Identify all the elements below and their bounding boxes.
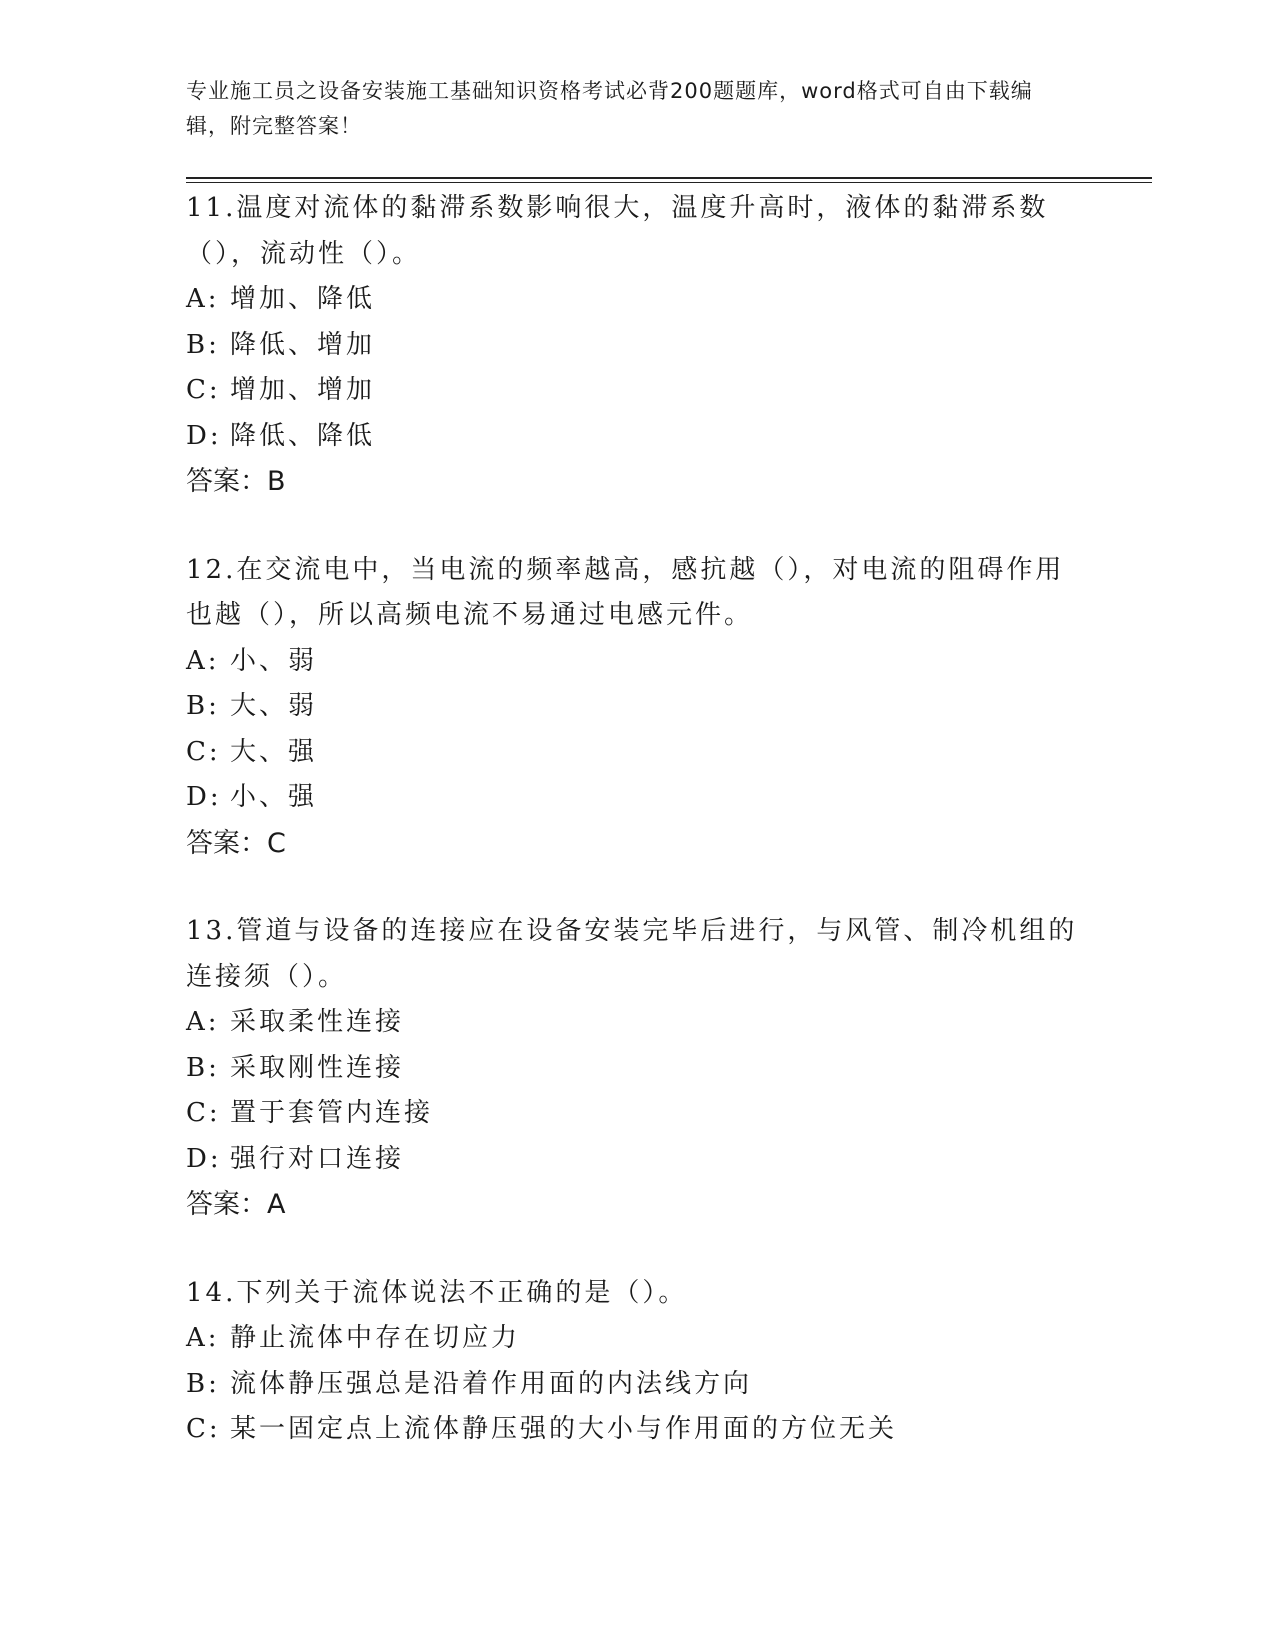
- option-letter: C:: [186, 1414, 221, 1444]
- option-text: 静止流体中存在切应力: [230, 1323, 521, 1353]
- option-c: [186, 1407, 1086, 1453]
- answer: 答案：C: [186, 827, 286, 859]
- option-text: 采取柔性连接: [230, 1007, 405, 1037]
- question-list: [186, 186, 1086, 1496]
- option-a: [186, 277, 1086, 323]
- option-a: [186, 1000, 1086, 1046]
- question-stem: 11.温度对流体的黏滞系数影响很大，温度升高时，液体的黏滞系数（），流动性（）。: [186, 193, 1049, 269]
- question-stem: 14.下列关于流体说法不正确的是（）。: [186, 1277, 688, 1308]
- option-c: [186, 1091, 1086, 1137]
- option-text: 大、弱: [230, 691, 318, 721]
- option-d: [186, 1137, 1086, 1183]
- option-c: [186, 730, 1086, 776]
- option-letter: D:: [186, 420, 222, 451]
- option-letter: A:: [186, 645, 220, 676]
- header-divider-thin: [186, 182, 1152, 183]
- option-letter: B:: [186, 1368, 220, 1399]
- option-text: 强行对口连接: [230, 1143, 405, 1174]
- option-letter: C:: [186, 375, 221, 405]
- option-letter: B:: [186, 691, 220, 721]
- question-13: [186, 909, 1086, 1228]
- option-text: 小、强: [230, 782, 318, 812]
- option-text: 小、弱: [230, 645, 318, 676]
- option-d: [186, 775, 1086, 821]
- option-letter: D:: [186, 782, 222, 812]
- option-letter: B:: [186, 1052, 220, 1083]
- option-a: [186, 1316, 1086, 1362]
- answer: 答案：A: [186, 1189, 286, 1220]
- option-b: [186, 1362, 1086, 1408]
- option-text: 置于套管内连接: [230, 1098, 434, 1128]
- option-a: [186, 639, 1086, 685]
- option-b: [186, 1046, 1086, 1092]
- document-header: 专业施工员之设备安装施工基础知识资格考试必背200题题库，word格式可自由下载编辑，附完整答案！: [186, 79, 1033, 138]
- option-letter: C:: [186, 736, 221, 767]
- option-b: [186, 684, 1086, 730]
- option-c: [186, 368, 1086, 414]
- option-letter: A:: [186, 1007, 220, 1037]
- question-stem: 13.管道与设备的连接应在设备安装完毕后进行，与风管、制冷机组的连接须（）。: [186, 916, 1078, 992]
- option-text: 某一固定点上流体静压强的大小与作用面的方位无关: [230, 1414, 898, 1444]
- option-text: 大、强: [230, 736, 318, 767]
- option-d: [186, 414, 1086, 460]
- option-text: 降低、增加: [230, 329, 376, 360]
- option-letter: A:: [186, 284, 220, 314]
- option-text: 增加、增加: [230, 375, 376, 405]
- question-stem: 12.在交流电中，当电流的频率越高，感抗越（），对电流的阻碍作用也越（），所以高频电流不易通过电感元件。: [186, 554, 1065, 630]
- option-letter: A:: [186, 1323, 220, 1353]
- option-text: 采取刚性连接: [230, 1052, 405, 1083]
- option-letter: D:: [186, 1143, 222, 1174]
- option-b: [186, 323, 1086, 369]
- option-letter: B:: [186, 329, 220, 360]
- question-12: [186, 548, 1086, 867]
- question-11: [186, 186, 1086, 505]
- option-letter: C:: [186, 1098, 221, 1128]
- option-text: 流体静压强总是沿着作用面的内法线方向: [230, 1368, 753, 1399]
- option-text: 降低、降低: [230, 420, 376, 451]
- question-14: [186, 1271, 1086, 1453]
- header-divider-thick: [186, 177, 1152, 179]
- option-text: 增加、降低: [230, 284, 376, 314]
- answer: 答案：B: [186, 466, 286, 497]
